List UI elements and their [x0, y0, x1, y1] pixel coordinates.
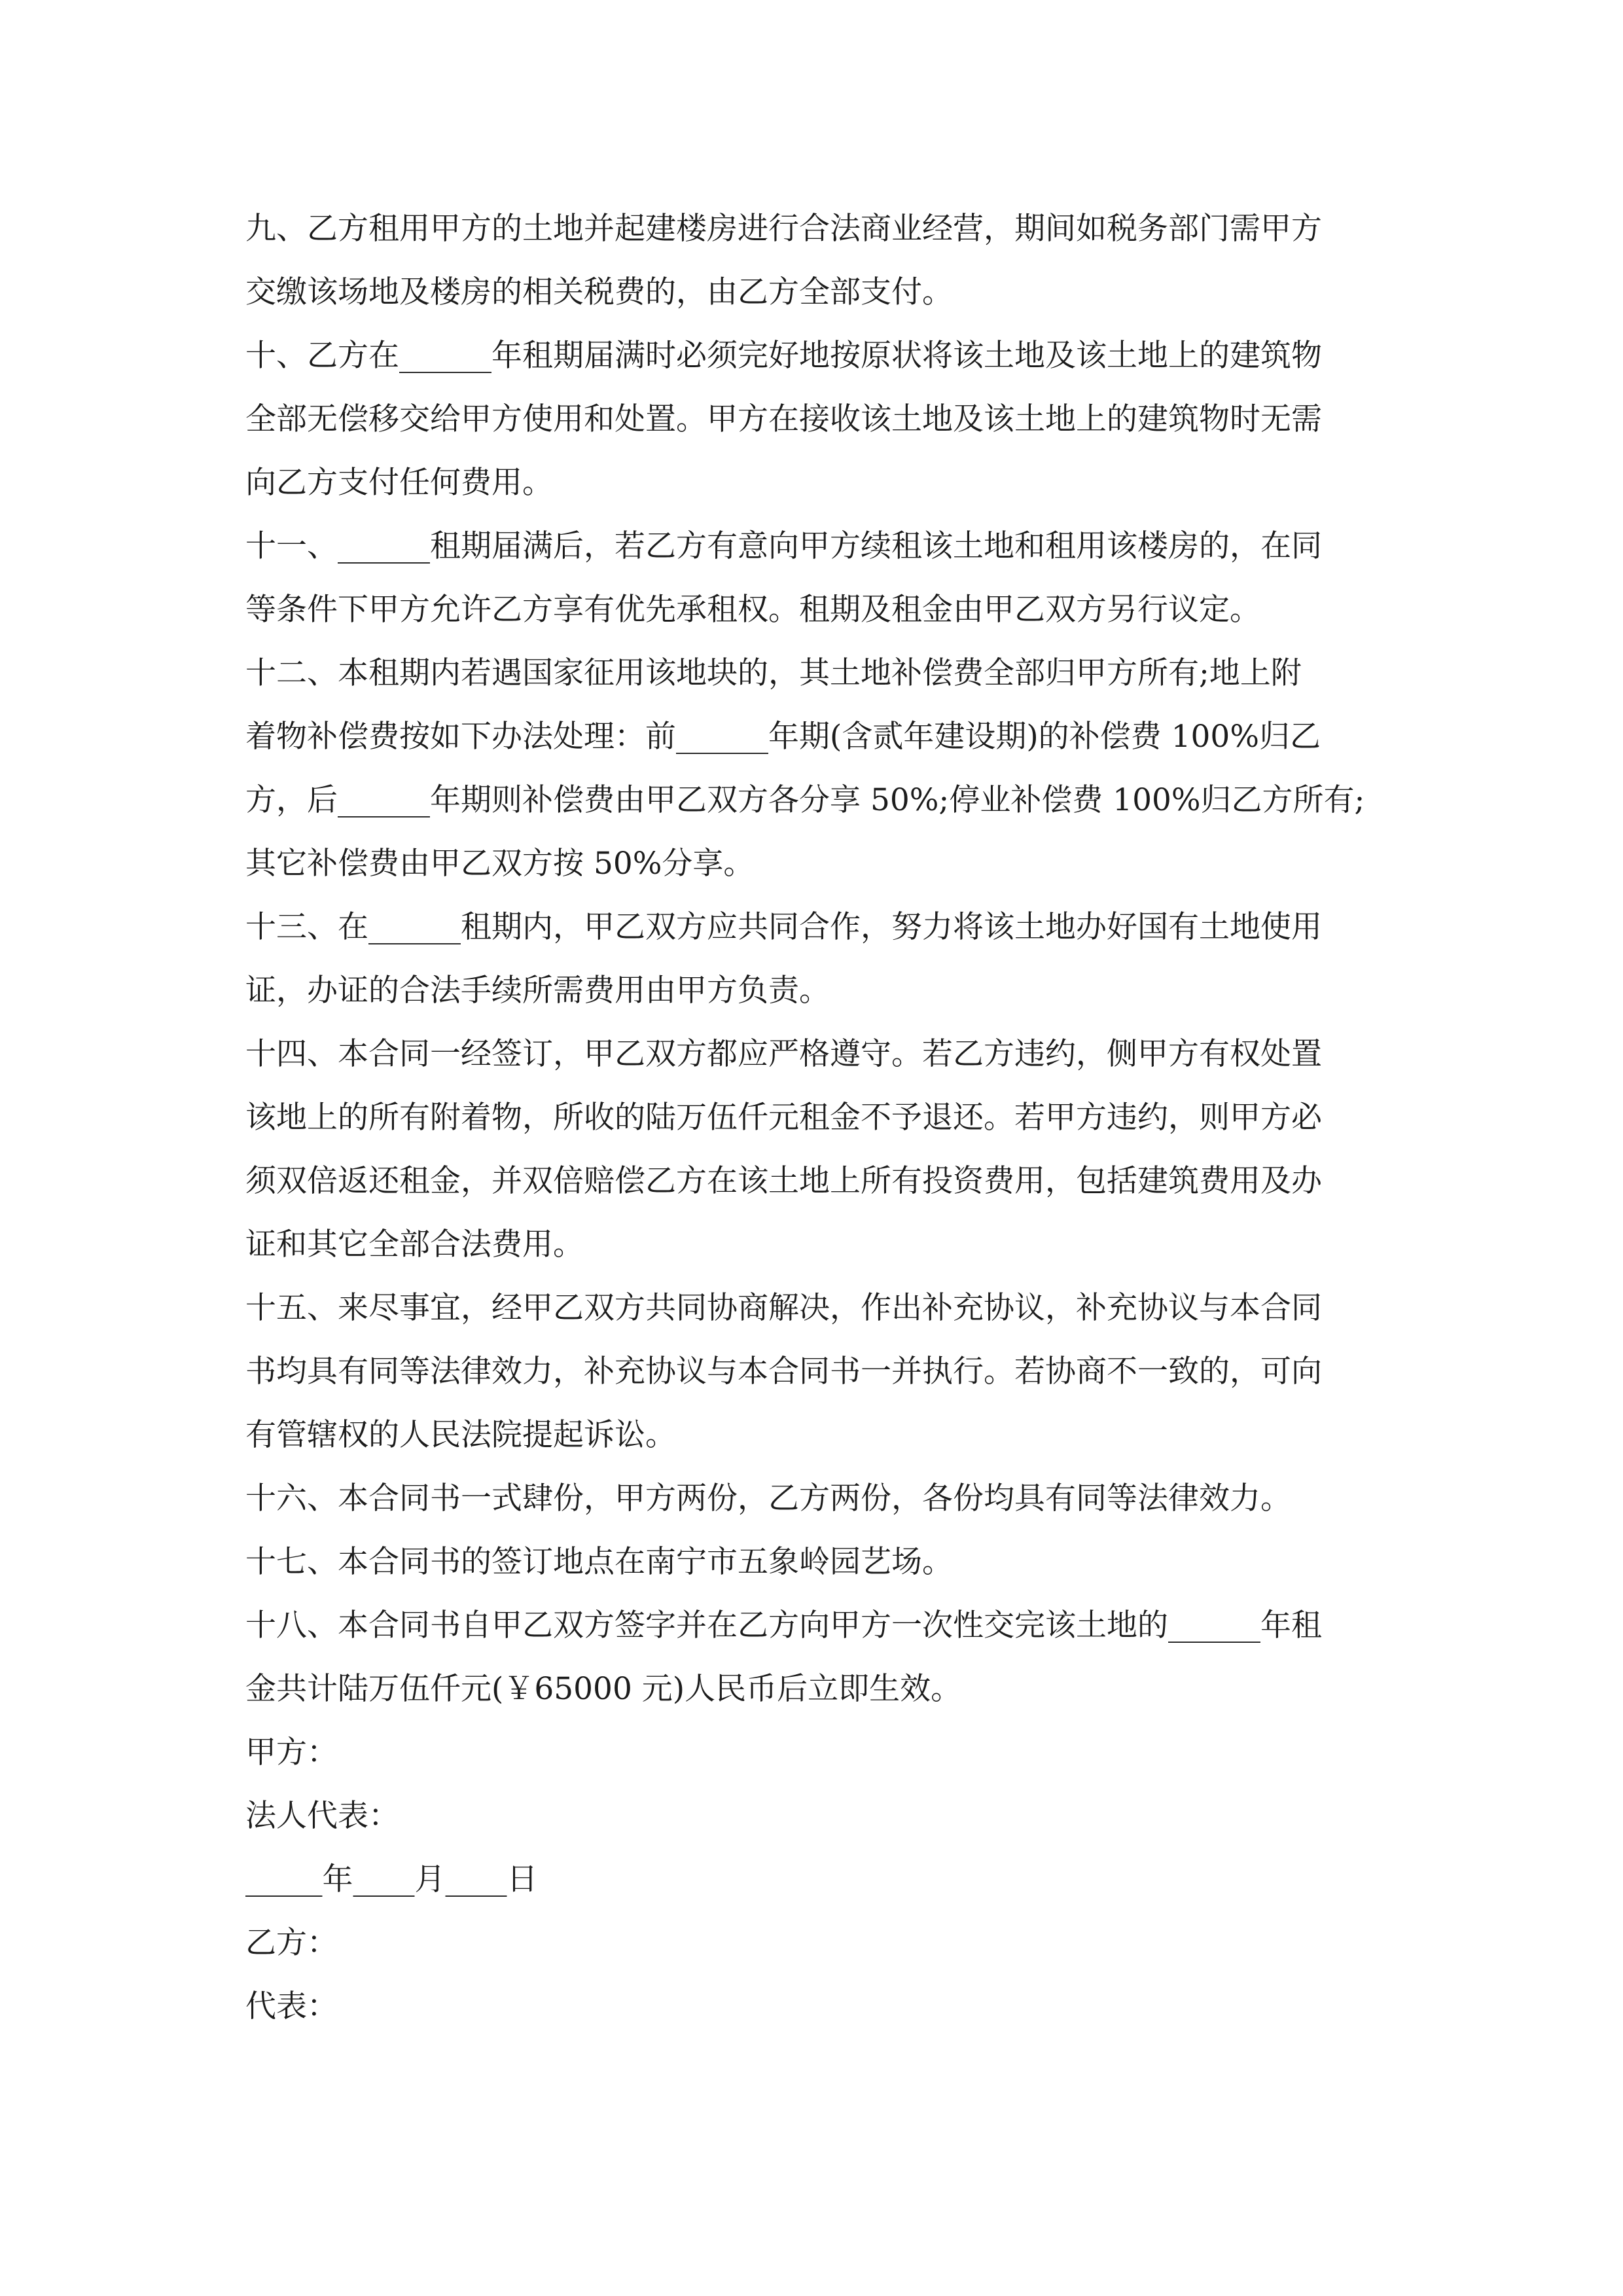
clause-line: 证和其它全部合法费用。 — [245, 1227, 584, 1263]
clause-line: 证，办证的合法手续所需费用由甲方负责。 — [245, 973, 830, 1009]
party-b-label: 乙方： — [245, 1925, 338, 1961]
clause-16 — [245, 1467, 1397, 1530]
clause-line: 方，后______年期则补偿费由甲乙双方各分享 50%;停业补偿费 100%归乙方所有; — [245, 782, 1365, 818]
legal-rep-label: 法人代表： — [245, 1798, 399, 1834]
clause-line: 交缴该场地及楼房的相关税费的，由乙方全部支付。 — [245, 274, 953, 310]
clause-line: 十四、本合同一经签订，甲乙双方都应严格遵守。若乙方违约，侧甲方有权处置 — [245, 1036, 1322, 1072]
clause-line: 书均具有同等法律效力，补充协议与本合同书一并执行。若协商不一致的，可向 — [245, 1354, 1322, 1390]
clause-9 — [245, 197, 1397, 324]
clause-12 — [245, 641, 1397, 895]
clause-line: 全部无偿移交给甲方使用和处置。甲方在接收该土地及该土地上的建筑物时无需 — [245, 401, 1322, 437]
document-page — [245, 0, 1397, 2296]
clause-line: 十七、本合同书的签订地点在南宁市五象岭园艺场。 — [245, 1544, 953, 1580]
clause-line: 十一、______租期届满后，若乙方有意向甲方续租该土地和租用该楼房的，在同 — [245, 528, 1322, 564]
clause-line: 该地上的所有附着物，所收的陆万伍仟元租金不予退还。若甲方违约，则甲方必 — [245, 1100, 1322, 1136]
clause-line: 十六、本合同书一式肆份，甲方两份，乙方两份，各份均具有同等法律效力。 — [245, 1480, 1291, 1516]
clause-line: 十、乙方在______年租期届满时必须完好地按原状将该土地及该土地上的建筑物 — [245, 338, 1322, 374]
clause-13 — [245, 895, 1397, 1022]
clause-15 — [245, 1276, 1397, 1467]
rep-label: 代表： — [245, 1988, 338, 2024]
clause-line: 向乙方支付任何费用。 — [245, 465, 553, 501]
clause-line: 九、乙方租用甲方的土地并起建楼房进行合法商业经营，期间如税务部门需甲方 — [245, 211, 1322, 247]
clause-10 — [245, 324, 1397, 514]
party-a-label: 甲方： — [245, 1734, 338, 1770]
clause-18 — [245, 1594, 1397, 1721]
clause-line: 金共计陆万伍仟元(￥65000 元)人民币后立即生效。 — [245, 1671, 962, 1707]
clause-line: 十五、来尽事宜，经甲乙双方共同协商解决，作出补充协议，补充协议与本合同 — [245, 1290, 1322, 1326]
clause-line: 须双倍返还租金，并双倍赔偿乙方在该土地上所有投资费用，包括建筑费用及办 — [245, 1163, 1322, 1199]
clause-line: 十八、本合同书自甲乙双方签字并在乙方向甲方一次性交完该土地的______年租 — [245, 1607, 1322, 1643]
clause-17 — [245, 1530, 1397, 1594]
signature-date: _____年____月____日 — [245, 1861, 538, 1897]
clause-line: 着物补偿费按如下办法处理：前______年期(含贰年建设期)的补偿费 100%归乙 — [245, 719, 1321, 755]
clause-line: 十二、本租期内若遇国家征用该地块的，其土地补偿费全部归甲方所有;地上附 — [245, 655, 1302, 691]
clause-line: 有管辖权的人民法院提起诉讼。 — [245, 1417, 676, 1453]
clause-line: 其它补偿费由甲乙双方按 50%分享。 — [245, 846, 755, 882]
clause-line: 等条件下甲方允许乙方享有优先承租权。租期及租金由甲乙双方另行议定。 — [245, 592, 1260, 628]
clause-11 — [245, 514, 1397, 641]
clause-14 — [245, 1022, 1397, 1276]
clause-line: 十三、在______租期内，甲乙双方应共同合作，努力将该土地办好国有土地使用 — [245, 909, 1322, 945]
signature-block — [245, 1721, 1397, 2038]
